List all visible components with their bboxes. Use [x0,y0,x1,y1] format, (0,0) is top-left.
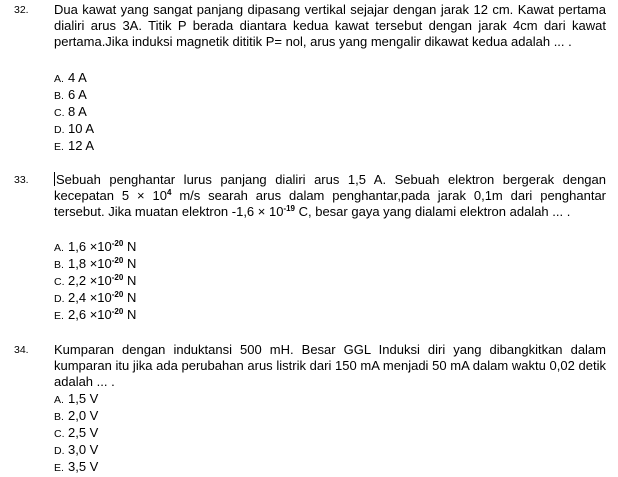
option-c: C. $2,2 \times 10^{-20}$ N [54,273,137,288]
option-d: D. 3,0 V [54,442,99,457]
option-e: E. 12 A [54,138,95,153]
text-cursor [54,172,55,186]
option-d: D. 10 A [54,121,95,136]
question-number: 34. [14,344,29,356]
answer-options [54,238,136,323]
question-text: Dua kawat yang sangat panjang dipasang vertikal sejajar dengan jarak 12 cm. Kawat pertama dialiri arus 3A. Titik P berada diantara kedua kawat tersebut dengan jarak 4cm dari kawat pertama.Jika induksi magnetik dititik P= nol, arus yang mengalir dikawat kedua adalah ... . [54,2,606,49]
option-c: C. 2,5 V [54,425,99,440]
option-a: A. $1,6 \times 10^{-20}$ N [54,239,137,254]
question-text: Sebuah penghantar lurus panjang dialiri arus 1,5 A. Sebuah elektron bergerak dengan kecepatan $5 \times 10^4$ m/s searah arus dalam penghantar,pada jarak 0,1m dari penghantar tersebut. Jika muatan elektron $-1,6 \times 10^{-19}$ C, besar gaya yang dialami elektron adalah ... . [54,172,607,219]
question-number: 33. [14,174,29,186]
option-e: E. $2,6 \times 10^{-20}$ N [54,307,137,322]
question-text: Kumparan dengan induktansi 500 mH. Besar GGL Induksi diri yang dibangkitkan dalam kumparan itu jika ada perubahan arus listrik dari 150 mA menjadi 50 mA dalam waktu 0,02 detik adalah ... . [54,342,606,389]
option-a: A. 4 A [54,70,87,85]
question-number: 32. [14,4,29,16]
answer-options [54,69,94,154]
option-b: B. 6 A [54,87,87,102]
option-c: C. 8 A [54,104,87,119]
answer-options [54,390,98,475]
option-a: A. 1,5 V [54,391,99,406]
option-d: D. $2,4 \times 10^{-20}$ N [54,290,137,305]
option-e: E. 3,5 V [54,459,99,474]
option-b: B. $1,8 \times 10^{-20}$ N [54,256,137,271]
option-b: B. 2,0 V [54,408,99,423]
